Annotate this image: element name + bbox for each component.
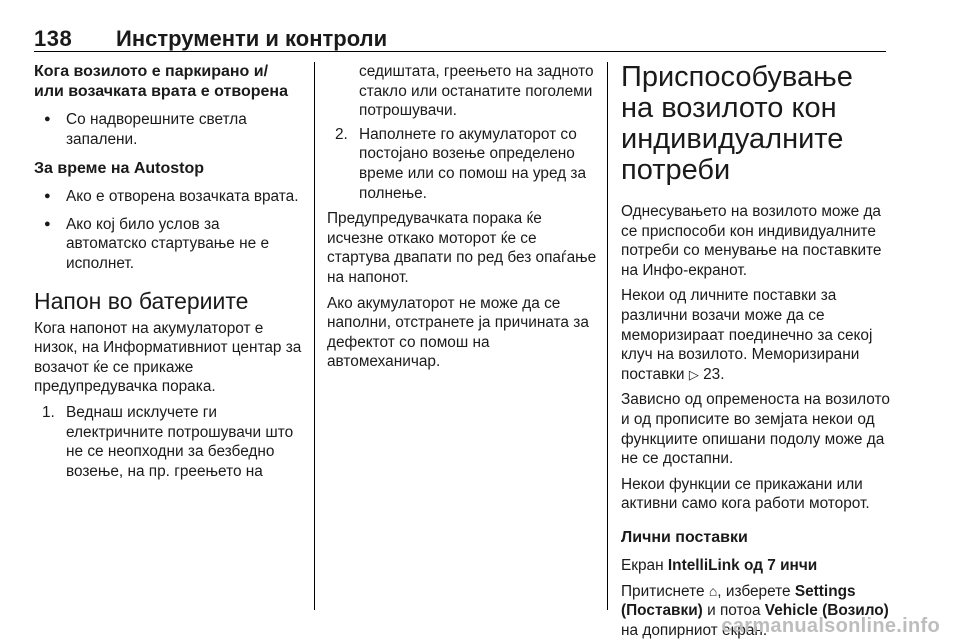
vehicle-label-mk: (Возило) xyxy=(822,602,889,620)
battery-steps xyxy=(34,403,302,481)
list-item: ● Со надворешните светла запалени. xyxy=(34,110,302,149)
paragraph xyxy=(621,286,891,384)
screen-label: Екран xyxy=(621,556,664,574)
instruction-text: Притиснете xyxy=(621,582,705,600)
page-header xyxy=(34,26,886,54)
battery-steps-continued xyxy=(327,62,597,203)
step-text: седиштата, греењето на задното стакло или останатите поголеми потрошувачи. xyxy=(359,63,594,120)
list-item xyxy=(327,125,597,203)
column-divider-2 xyxy=(607,62,608,610)
list-item xyxy=(34,403,302,481)
page-reference[interactable]: 23. xyxy=(703,365,725,383)
paragraph: Предупредувачката порака ќе исчезне откако моторот ќе се стартува двапати по ред без опаѓање на напонот. xyxy=(327,210,597,286)
reference-arrow-icon: ▷ xyxy=(688,366,699,382)
settings-label: Settings xyxy=(794,582,856,600)
settings-label-mk: (Поставки) xyxy=(621,602,703,620)
paragraph: Ако акумулаторот не може да се наполни, отстранете ја причината за дефектот со помош на автомеханичар. xyxy=(327,294,589,371)
page-number: 138 xyxy=(34,26,73,51)
heading-parked: Кога возилото е паркирано и/ или возачката врата е отворена xyxy=(34,63,288,100)
watermark: carmanualsonline.info xyxy=(721,615,940,637)
step-number: 2. xyxy=(335,125,348,143)
step-text: Наполнете го акумулаторот со постојано возење определено време или со помош на уред за полнење. xyxy=(359,125,587,202)
step-number: 1. xyxy=(42,403,55,421)
heading-battery-voltage: Напон во батериите xyxy=(34,287,249,314)
column-divider-1 xyxy=(314,62,315,610)
heading-personalisation: Приспособување на возилото кон индивидуалните потреби xyxy=(621,61,853,186)
paragraph: Однесувањето на возилото може да се приспособи кон индивидуалните потреби со менување на поставките на Инфо-екранот. xyxy=(621,203,882,279)
step-text: Веднаш исклучете ги електричните потрошувачи што не се неопходни за безбедно возење, на пр. греењето на xyxy=(66,403,294,480)
autostop-list xyxy=(34,187,302,273)
instruction-text: на допирниот екран. xyxy=(621,621,768,639)
paragraph: Зависно од опременоста на возилото и од прописите во земјата некои од функциите опишани подолу може да не се достапни. xyxy=(621,391,890,468)
list-item xyxy=(327,62,597,121)
list-item: ● Ако е отворена возачката врата. xyxy=(34,187,302,207)
header-divider xyxy=(34,51,886,52)
battery-intro: Кога напонот на акумулаторот е низок, на Информативниот центар за возачот ќе се прикаже предупредувачка порака. xyxy=(34,319,302,396)
vehicle-label: Vehicle xyxy=(764,602,818,620)
paragraph-text: Некои од личните поставки за различни возачи може да се меморизираат поединечно за секој клуч на возилото. Меморизирани поставки xyxy=(621,287,873,383)
screen-name: IntelliLink од 7 инчи xyxy=(667,556,818,574)
instruction-text: и потоа xyxy=(707,602,761,620)
column-2 xyxy=(327,62,597,372)
chapter-title: Инструменти и контроли xyxy=(116,26,388,51)
parked-list xyxy=(34,110,302,149)
column-3 xyxy=(621,62,891,640)
column-1 xyxy=(34,62,302,485)
home-icon: ⌂ xyxy=(708,582,718,599)
heading-personal-settings: Лични поставки xyxy=(621,528,748,546)
paragraph: Некои функции се прикажани или активни само кога работи моторот. xyxy=(621,475,870,513)
instruction-text: , изберете xyxy=(717,582,791,600)
screen-line xyxy=(621,556,891,576)
list-item: ● Ако кој било услов за автоматско стартување не е исполнет. xyxy=(34,215,302,274)
heading-autostop: За време на Autostop xyxy=(34,160,205,178)
